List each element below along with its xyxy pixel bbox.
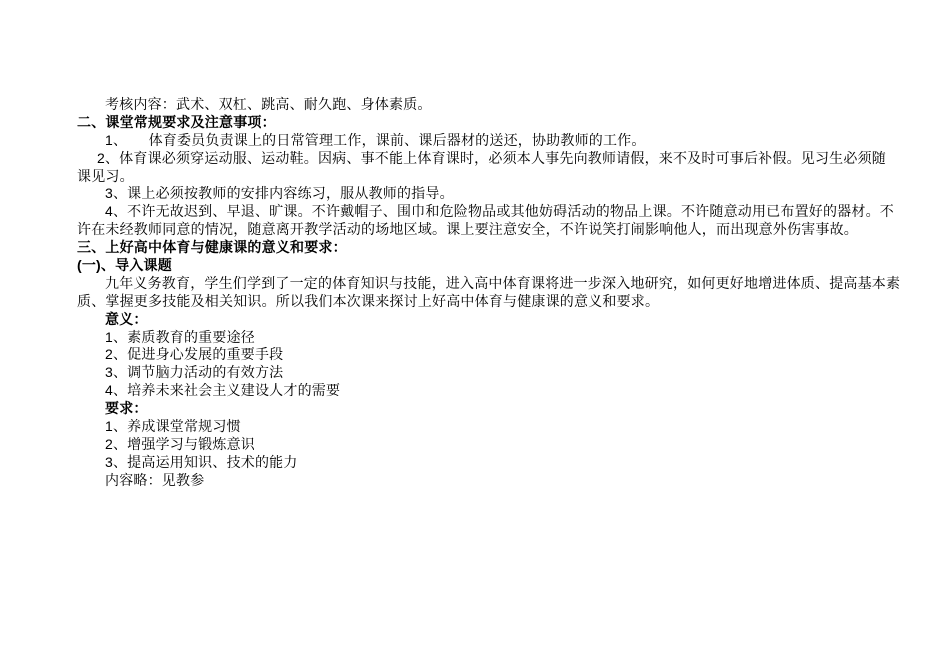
- significance-label: 意义：: [105, 310, 148, 327]
- rule-item-4-continuation: 许在未经教师同意的情况，随意离开教学活动的场地区域。课上要注意安全，不许说笑打闹影响他人，而出现意外伤害事故。: [77, 221, 858, 238]
- significance-item-1: 1、素质教育的重要途径: [105, 328, 255, 345]
- requirement-item-3: 3、提高运用知识、技术的能力: [105, 453, 298, 470]
- rule-item-2-continuation: 课见习。: [77, 167, 134, 184]
- requirement-item-2: 2、增强学习与锻炼意识: [105, 435, 255, 452]
- section-heading-class-rules: 二、课堂常规要求及注意事项：: [77, 113, 276, 130]
- document-body: [77, 96, 901, 490]
- significance-item-2: 2、促进身心发展的重要手段: [105, 346, 284, 363]
- rule-item-1: 1、 体育委员负责课上的日常管理工作，课前、课后器材的送还，协助教师的工作。: [105, 131, 646, 148]
- rule-item-4: 4、不许无故迟到、早退、旷课。不许戴帽子、围巾和危险物品或其他妨碍活动的物品上课。不许随意动用已布置好的器材。不: [105, 203, 894, 220]
- requirement-item-1: 1、养成课堂常规习惯: [105, 418, 241, 435]
- rule-item-3: 3、课上必须按教师的安排内容练习，服从教师的指导。: [105, 185, 454, 202]
- rule-item-2: 2、体育课必须穿运动服、运动鞋。因病、事不能上体育课时，必须本人事先向教师请假，来不及时可事后补假。见习生必须随: [97, 149, 886, 166]
- section-heading-significance: 三、上好高中体育与健康课的意义和要求：: [77, 239, 347, 256]
- subsection-heading-topic-introduction: (一)、导入课题: [77, 257, 172, 274]
- assessment-content-line: 考核内容：武术、双杠、跳高、耐久跑、身体素质。: [105, 96, 432, 112]
- content-note: 内容略：见教参: [105, 471, 205, 488]
- significance-item-3: 3、调节脑力活动的有效方法: [105, 364, 284, 381]
- requirements-label: 要求：: [105, 400, 148, 417]
- significance-item-4: 4、培养未来社会主义建设人才的需要: [105, 382, 341, 399]
- intro-paragraph-line-1: 九年义务教育，学生们学到了一定的体育知识与技能，进入高中体育课将进一步深入地研究，如何更好地增进体质、提高基本素: [105, 274, 901, 291]
- intro-paragraph-line-2: 质、掌握更多技能及相关知识。所以我们本次课来探讨上好高中体育与健康课的意义和要求。: [77, 292, 660, 309]
